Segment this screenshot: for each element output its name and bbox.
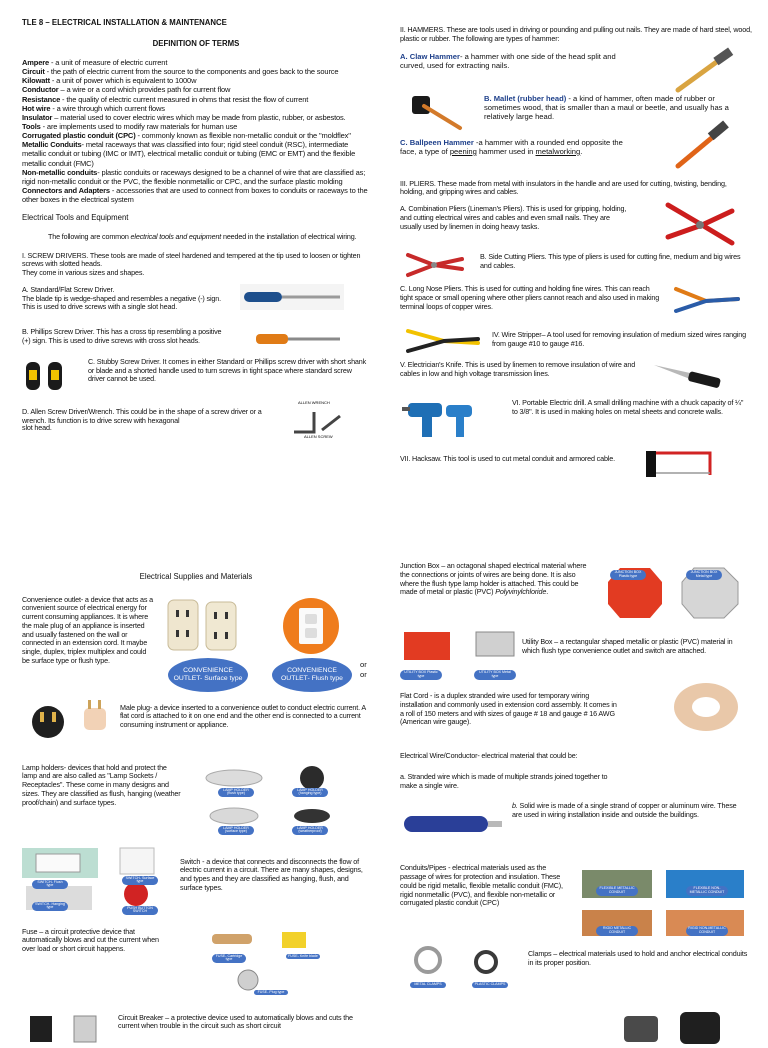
flush-outlet-label: CONVENIENCE OUTLET- Flush type <box>272 658 352 692</box>
side-cutting-pliers-block: B. Side Cutting Pliers. This type of pliers is used for cutting fine, medium and big wires and cables. <box>400 249 752 283</box>
phillips-screwdriver-block: B. Phillips Screw Driver. This has a cross tip resembling a positive (+) sign. This is used to drive screws with cross slot heads. <box>22 328 370 358</box>
clamp-icon <box>406 944 516 980</box>
surface-outlet-label: CONVENIENCE OUTLET- Surface type <box>168 658 248 692</box>
term-item: Tools - are implements used to modify raw materials for human use <box>22 121 238 131</box>
lamp-holder-block: Lamp holders- devices that hold and protect the lamp and are also called as "Lamp Sockets / Receptacles". These come in many designs and sizes. They are classified as flush, hanging (weather proof/chain) and surface types. LAMP HOLDER (flush type) LAMP HOLDER (hanging type) LAMP HOLDER (surface type) LAMP HOLDER (weatherproof) <box>22 764 370 842</box>
materials-section <box>400 562 752 1024</box>
wire-heading: Electrical Wire/Conductor- electrical material that could be: <box>400 751 578 760</box>
term-item: Ampere - a unit of measure of electric current <box>22 58 168 67</box>
supplies-heading: Electrical Supplies and Materials <box>139 572 253 581</box>
tools-heading: Electrical Tools and Equipment <box>22 213 129 223</box>
wire-stripper-block: IV. Wire Stripper– A tool used for removing insulation of medium sized wires ranging from gauge #10 to gauge #16. <box>400 325 752 361</box>
electricians-knife-block: V. Electrician's Knife. This is used by linemen to remove insulation of wire and cables in low and high voltage transmission lines. <box>400 361 752 395</box>
tools-section <box>400 26 752 526</box>
circuit-breaker-block: Circuit Breaker – a protective device used to automatically blows and cuts the current when trouble in the circuit such as short circuit <box>22 1008 370 1038</box>
term-item: Kilowatt - a unit of power which is equivalent to 1000w <box>22 76 197 86</box>
convenience-outlet-block: Convenience outlet- a device that acts as a convenient source of electrical energy for current consuming appliances. It is where the male plug of an appliance is inserted and usually fastened on the wall or connected in an extension cord. It maybe single, duplex, triplex multiplex and could be surface type or flush type. CONVENIENCE OUTLET- Surface type CONVENIENCE OUTLET- Flush type or or <box>22 596 370 692</box>
switch-icon <box>22 844 192 910</box>
stubby-screwdriver-icon <box>22 358 72 398</box>
supplies-section <box>22 572 370 1031</box>
hacksaw-block: VII. Hacksaw. This tool is used to cut metal conduit and armored cable. <box>400 455 752 495</box>
svg-text:ALLEN SCREW: ALLEN SCREW <box>304 433 333 439</box>
term-item: Non-metallic conduits- plastic conduits or raceways designed to be a channel of wire that are classified as; rigid non-metallic conduit or the PVC, the flexible nonmetallic or CPC, and the surface plastic molding <box>22 167 366 186</box>
phillips-screwdriver-icon <box>254 330 344 348</box>
term-item: Hot wire - a wire through which current flows <box>22 103 165 113</box>
long-nose-pliers-icon <box>672 283 742 315</box>
junction-box-block: Junction Box – an octagonal shaped electrical material where the connections or joints of wires are being done. It is also where the flush type lamp holder is attached. This could be made of metal or plastic (PVC) Polyvinylchloride. JUNCTION BOX Plastic type JUNCTION BOX Metal type <box>400 562 752 624</box>
conduit-block: Conduits/Pipes - electrical materials used as the passage of wires for protection and insulation. These could be rigid metallic, flexible metallic conduit (FMC), rigid nonmetallic (PVC), and flexible non-metallic or corrugated plastic conduit (CPC) FLEXIBLE METALLIC CONDUIT FLEXIBLE NON-METALLIC CONDUIT RIGID METALLIC CONDUIT RIGID NON-METALLIC CONDUIT <box>400 864 752 940</box>
hammers-heading: II. HAMMERS. These are tools used in driving or pounding and pulling out nails. They are made of hard steel, wood, plastic or rubber. The following are types of hammer: <box>400 25 752 43</box>
flat-cord-icon <box>670 680 742 734</box>
solid-wire-icon <box>404 812 504 836</box>
stubby-screwdriver-block: C. Stubby Screw Driver. It comes in either Standard or Phillips screw driver with short shank or blade and a shorted handle used to turn screws in tight space where standard screw driver cannot be used. <box>22 358 370 402</box>
claw-hammer-block: A. Claw Hammer- a hammer with one side of the head split and curved, used for extracting nails. <box>400 52 752 90</box>
term-item: Insulator – material used to cover electric wires which may be made from plastic, rubber, or asbestos. <box>22 112 346 122</box>
flush-outlet-icon <box>280 596 342 656</box>
definitions-heading: DEFINITION OF TERMS <box>152 38 240 48</box>
connector-icon <box>620 1008 750 1048</box>
term-item: Resistance - the quality of electric current measured in ohms that resist the flow of current <box>22 94 309 104</box>
combination-pliers-icon <box>662 197 738 249</box>
term-item: Conductor – a wire or a cord which provides path for current flow <box>22 85 231 95</box>
connectors-block <box>400 1008 752 1048</box>
definitions-section <box>22 18 370 518</box>
ballpeen-hammer-icon <box>668 124 732 172</box>
screwdrivers-heading: I. SCREW DRIVERS. These tools are made of steel hardened and tempered at the tip used to loosen or tighten screws with slotted heads. They come in various sizes and shapes. <box>22 250 361 278</box>
mallet-icon <box>406 90 466 134</box>
drill-icon <box>400 395 480 443</box>
utility-box-block: UTILITY BOX Plastic type UTILITY BOX Metal type Utility Box – a rectangular shaped metallic or plastic (PVC) material in which flush type convenience outlet and switch are attached. <box>400 628 752 686</box>
stranded-wire-text: a. Stranded wire which is made of multiple strands joined together to make a single wire. <box>400 771 608 790</box>
wire-stripper-icon <box>404 325 480 355</box>
circuit-breaker-icon <box>26 1012 106 1042</box>
term-item: Circuit - the path of electric current from the source to the components and goes back to the source <box>22 67 339 77</box>
male-plug-block: Male plug- a device inserted to a convenience outlet to conduct electric current. A flat cord is attached to it on one end and the other end is connected to a current consuming instrument or appliance. <box>22 698 370 754</box>
flat-screwdriver-icon <box>240 284 344 310</box>
clamps-block: METAL CLAMPS PLASTIC CLAMPS Clamps – electrical materials used to hold and anchor electrical conduits in its proper position. <box>400 944 752 1000</box>
term-item: Metallic Conduits- metal raceways that was classified into four; rigid steel conduit (RSC), intermediate metallic conduit or tubing (IMC or IMT), electrical metallic conduit or tubing (EMC or EMT) and the flexible metallic conduit (FMC) <box>22 140 356 168</box>
peening-link[interactable]: peening <box>449 146 477 156</box>
ballpeen-hammer-block: C. Ballpeen Hammer -a hammer with a rounded end opposite the face, a type of peening hammer used in metalworking. <box>400 138 752 176</box>
allen-wrench-icon <box>284 396 346 440</box>
term-item: Corrugated plastic conduit (CPC) - commonly known as flexible non-metallic conduit or the "moldflex" <box>22 131 351 141</box>
allen-wrench-block: D. Allen Screw Driver/Wrench. This could be in the shape of a screw driver or a wrench. Its function is to drive screw with hexagonal slot head. ALLEN WRENCH ALLEN SCREW <box>22 408 370 448</box>
page-title: TLE 8 – ELECTRICAL INSTALLATION & MAINTENANCE <box>22 18 227 27</box>
long-nose-pliers-block: C. Long Nose Pliers. This is used for cutting and holding fine wires. This can reach tight space or small opening where other pliers cannot reach and also used in making terminal loops of copper wires. <box>400 285 752 325</box>
combination-pliers-block: A. Combination Pliers (Lineman's Pliers). This is used for gripping, holding, and cutting electrical wires and cables and even small nails. They are usually used by linemen in doing heavy tasks. <box>400 205 752 249</box>
flat-screwdriver-block: A. Standard/Flat Screw Driver. The blade tip is wedge-shaped and resembles a negative (-) sign. This is used to drive screws with a single slot head. <box>22 286 370 328</box>
terms-list <box>22 58 370 204</box>
utility-box-icon <box>400 628 520 664</box>
pliers-heading: III. PLIERS. These made from metal with insulators in the handle and are used for cutting, twisting, bending, holding, and gripping wires and cables. <box>400 178 727 197</box>
tools-intro: The following are common electrical tools and equipment needed in the installation of electrical wiring. <box>48 231 357 241</box>
term-item: Connectors and Adapters - accessories that are used to connect from boxes to conduits or raceways to the other boxes in the electrical system <box>22 185 368 205</box>
metalworking-link[interactable]: metalworking <box>535 146 581 156</box>
surface-outlet-icon <box>164 596 246 658</box>
male-plug-icon <box>26 698 116 750</box>
switch-block: SWITCH- Flush type SWITCH- Surface type SWITCH- Hanging type PUSH BUTTON SWITCH Switch - a device that connects and disconnects the flow of electric current in a circuit. There are many shapes, designs, and types and they are classified as hanging, flush, and surface types. <box>22 844 370 914</box>
solid-wire-block: b. Solid wire is made of a single strand of copper or aluminum wire. These are used in wiring installation inside and outside the buildings. <box>400 802 752 852</box>
side-cutting-pliers-icon <box>404 249 466 279</box>
flat-cord-block: Flat Cord - is a duplex stranded wire used for temporary wiring installation and commonly used in extension cord assembly. It comes in a roll of 150 meters and with sizes of gauge # 18 and gauge # 16 AWG (American wire gauge). <box>400 692 752 748</box>
hacksaw-icon <box>640 445 720 485</box>
electric-drill-block: VI. Portable Electric drill. A small drilling machine with a chuck capacity of ¼" to 3/8". It is used in making holes on metal sheets and concrete walls. <box>400 395 752 447</box>
mallet-block: B. Mallet (rubber head) - a kind of hammer, often made of rubber or sometimes wood, that is smaller than a maul or beetle, and usually has a relatively large head. <box>400 90 752 138</box>
fuse-block: Fuse – a circuit protective device that automatically blows and cut the current when over load or short circuit happens. FUSE- Cartridge type FUSE- Knife blade FUSE- Plug type <box>22 928 370 998</box>
svg-text:ALLEN WRENCH: ALLEN WRENCH <box>298 399 330 405</box>
knife-icon <box>650 357 726 391</box>
